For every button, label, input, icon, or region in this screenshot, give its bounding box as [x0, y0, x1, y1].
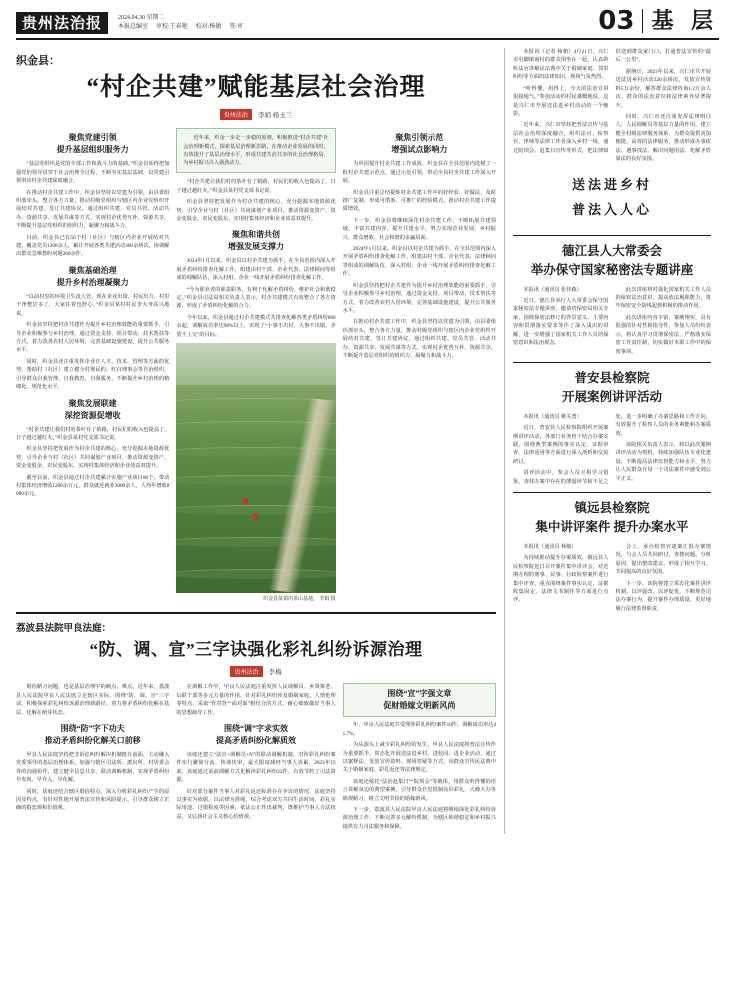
sidebar-divider	[513, 235, 711, 236]
credit-proofreader: 校对:杨敏	[195, 24, 222, 30]
article1-para: 织金县坚持把发展作为村企共建的核心，充分挖掘本地资源优势，引导企业与村（社区）共同谋划产业项目，推动资源变资产、资金变股金、农民变股东，实现村集体经济和企业效益双提升。	[16, 446, 170, 470]
sidebar-para: 此次讲座将对强化国家机关工作人员的保密法治意识，提高依法履职能力，筑牢保密安全防线起到积极的推动作用。	[615, 286, 711, 310]
article1-headline: “村企共建”赋能基层社会治理	[86, 74, 426, 101]
article2-byline	[16, 666, 496, 677]
masthead-credits	[118, 23, 243, 32]
sidebar-para: 此次讲座内容丰富、案例翔实，具有很强的针对性和指导性，参加人员纷纷表示，将认真学习贯彻保密法，严格落实保密工作责任制，切实做好本职工作中的保密事项。	[615, 314, 711, 355]
article1-sub-4: 聚焦和谐共创 增强发展支撑力	[228, 230, 284, 252]
masthead-left	[16, 12, 243, 35]
article2-divider	[16, 612, 496, 614]
sidebar-top-story	[513, 48, 711, 163]
article2-para: 同时，该庭还结合辖区婚俗特点，深入分析彩礼纠纷产生的原因及特点，有针对性地开展普法宣传和风险提示，引导群众树立正确的婚恋观和价值观。	[16, 788, 170, 812]
article1-lead-box	[176, 128, 335, 173]
article1-para: 织金县坚持把村企共建作为提升乡村治理效能的重要抓手，引导企业积极参与乡村治理，通过资金支持、项目带动、技术帮扶等方式，着力改善农村人居环境，完善基础设施建设，提升公共服务水平。	[342, 282, 496, 314]
article2-columns	[16, 683, 496, 834]
article1-para: 为巩固提升村企共建工作成效，织金县在全县范围内选树了一批村企共建示范点，通过示范引领，带动全县村企共建工作深入开展。	[342, 161, 496, 185]
page-body	[16, 48, 719, 834]
article1-para: “村企共建让我们村的茶叶有了销路，村民们的收入也提高了，日子越过越红火。”织金县某村党支部书记说。	[16, 426, 170, 441]
sidebar-para: 为持续推动提升办案质效，镇远县人民检察院近日召开案件集中讲评会，对近期办理的刑事、民事、行政检察案件进行集中评查，重点围绕案件事实认定、证据收集固定、法律文书制作等方面进行点评。	[513, 555, 609, 604]
article1-sub-3: 聚焦发展联建 深挖资源促增收	[64, 398, 121, 420]
sidebar-para: 本报讯（记者 杨朝）4月21日，兴仁市屯脚镇南村的群众围坐在一起，认真聆听法官讲解民法典中关于婚姻家庭、邻里纠纷等方面的法律知识，现场气氛热烈。	[513, 49, 609, 81]
article1-sub-5: 聚焦引领示范 增强试点影响力	[391, 133, 448, 155]
sidebar-para: 同时，兴仁市还注重发挥法律明白人、人民调解员等基层力量的作用，建立健全村级法律服务体系，为群众提供更加便捷、高效的法律服务，推动形成办事依法、遇事找法、解决问题用法、化解矛盾靠法的良好氛围。	[615, 113, 711, 163]
article1-para: 截至目前，织金县通过村企共建累计实施产业项目86个，带动村集体经济增收1200余万元，群众就近就业3000余人，人均年增收8000余元。	[16, 474, 170, 498]
article1-col-3	[343, 126, 496, 606]
sidebar-block-byline: 本报讯（通讯员 张佳森）	[523, 286, 582, 293]
masthead	[16, 8, 719, 40]
article1-photo	[176, 343, 335, 593]
sidebar-para: 会上，承办检察官逐案汇报办案情况，与会人员共同研讨，查摆问题、分析原因、提出整改建议，形成了相互学习、共同提高的良好氛围。	[615, 543, 711, 576]
article2-stat-note: 年，甲良人民法庭共受理涉彩礼纠纷案件10件，调解成功率达41.7%。	[342, 722, 496, 737]
masthead-meta	[118, 14, 243, 34]
article1-sub-2: 聚焦基础治理 提升乡村治理凝聚力	[56, 265, 129, 287]
article2-boxed-title: 围绕“宣”字强文章 促财婚嫁文明新风尚	[343, 683, 496, 717]
byline-names: 李娟 杨玉兰	[257, 112, 293, 120]
sidebar-block-byline: 本报讯（通讯员 姚关勇）	[523, 413, 582, 420]
article1-col-1	[16, 126, 169, 606]
sidebar-block-body	[513, 286, 711, 356]
sidebar-para: 下一步，该院将建立常态化案件讲评机制，以评促改、以评促优，不断规范司法办案行为，提升案件办理质量，更好地履行法律监督职责。	[615, 580, 711, 612]
article1-para: 织金县坚持把发展作为村企共建的核心，充分挖掘本地资源优势，引导企业与村（社区）共同谋划产业项目，推动资源变资产、资金变股金、农民变股东，实现村集体经济和企业效益双提升。	[176, 199, 336, 222]
article1-byline	[16, 109, 496, 120]
article1-para: “以前村里的环境卫生没人管，现在企业出资、村民出力，村里干净整洁多了，大家住着也舒心。”织金县某村村民李大爷高兴地说。	[16, 293, 170, 317]
credit-signoff: 签:审	[229, 24, 244, 30]
article1-col-2	[176, 126, 335, 606]
sidebar-block-zhenyuan	[513, 499, 711, 613]
article1-para: 2024年1月以来，织金县以村企共建为抓手，在全县范围内深入开展矛盾纠纷排查化解工作，组建由村干部、企业代表、法律顾问等组成的调解队伍，深入村组、企业一线开展矛盾纠纷排查化解工作。	[342, 246, 496, 278]
photo-terrace	[176, 569, 335, 579]
article1-photo-caption: 织金县某镇的茶山基地。 李娟 摄	[263, 597, 336, 603]
newspaper-logo: 贵州法治报	[16, 12, 108, 35]
article1-para: 织金县注重总结提炼村企共建工作中的好经验、好做法，及时推广复制，形成可借鉴、可推广的经验模式，推动村企共建工作提质增效。	[342, 189, 496, 213]
article2-para: 该庭还依托“法治赶集日”“院坝会”等载体，用群众听得懂的语言讲解身边的典型案例，引导群众自觉抵制高价彩礼、大操大办等陈规陋习，树立文明节俭的婚嫁新风。	[342, 778, 496, 802]
sidebar-block-title: 普安县检察院 开展案例讲评活动	[561, 370, 662, 405]
article2-para: 该庭还建立“法官+调解员+N”的联动调解机制，对涉彩礼纠纷案件实行繁简分流、快调快审，最大限度减轻当事人诉累。2023年以来，该庭通过诉前调解方式化解涉彩礼纠纷23件，有效节约了司法资源。	[176, 751, 336, 784]
sidebar-block-title: 德江县人大常委会 举办保守国家秘密法专题讲座	[530, 243, 694, 278]
article1-para: 2024年1月以来，织金县以村企共建为抓手，在全县范围内深入开展矛盾纠纷排查化解工作，组建由村干部、企业代表、法律顾问等组成的调解队伍，深入村组、企业一线开展矛盾纠纷排查化解工作。	[176, 258, 336, 282]
sidebar-banner	[513, 163, 711, 228]
article1-para: 目前，织金县已有56个村（社区）与辖区内企业开展结对共建，覆盖党员1200余人，累计开展各类共建活动300余场次，协调解决群众急难愁盼问题260余件。	[16, 234, 170, 258]
sidebar-divider	[513, 492, 711, 493]
byline-names: 李梅	[268, 669, 282, 677]
sidebar-para: 讲评活动中，参会人员互相学习借鉴，查找办案中存在的薄弱环节和不足之处，进一步明确了办案思路和工作方向，有效提升了检察人员的业务素能和办案质效。	[513, 413, 711, 485]
byline-tag: 贵州法治	[220, 109, 252, 120]
article1-para: “村企共建让我们村的茶叶有了销路，村民们的收入也提高了，日子越过越红火。”织金县某村党支部书记说。	[176, 179, 336, 194]
article1-para: 同时，织金县还注重发挥企业在人才、技术、管理等方面的优势，帮助村（社区）建立健全村规民约、红白理事会等自治组织，引导群众自我管理、自我教育、自我服务，不断提升乡村治理的精细化、规范化水平。	[16, 358, 170, 391]
article1-kicker: 织金县：	[16, 55, 60, 67]
article1-columns	[16, 126, 496, 606]
masthead-right	[598, 8, 719, 34]
sidebar-para: “听得懂、用得上，今天的法治宣讲很接地气。”参加活动的村民感慨地说。这是兴仁市开展送法进乡村活动的一个缩影。	[513, 85, 609, 117]
article2-sub-2: 围绕“调”字求实效 提高矛盾纠纷化解质效	[216, 723, 296, 745]
article1-para: 今年以来，织金县通过村企共建模式共排查化解各类矛盾纠纷860余起，调解成功率达98%以上，实现了“小事不出村、大事不出镇、矛盾不上交”的目标。	[176, 314, 336, 338]
photo-sky	[176, 343, 335, 385]
article2-para: 甲良人民法庭坚持把非诉讼纠纷解决机制挺在前面，主动融入党委领导的基层治理体系，加强与辖区司法所、派出所、村居委会等的沟通协作，建立健全信息共享、联动调解机制，实现矛盾纠纷早发现、早介入、早化解。	[16, 751, 170, 784]
photo-terrace	[176, 537, 335, 547]
article2-col-2	[176, 683, 335, 834]
article1-sub-1: 聚焦党建引领 提升基层组织服务力	[56, 133, 129, 155]
article2-para: 为从源头上减少彩礼纠纷的发生，甲良人民法庭将普法宣传作为重要抓手，常态化开展送法进乡村、进校园、进企业活动，通过以案释法、发放宣传资料、现场答疑等方式，向群众宣传民法典中关于婚姻家庭、彩礼返还等法律规定。	[342, 742, 496, 774]
photo-person	[243, 498, 248, 505]
article-village-enterprise	[16, 52, 496, 606]
article2-col-1	[16, 683, 169, 834]
article2-kicker: 荔波县法院甲良法庭：	[16, 624, 112, 635]
article1-para: “今为职业者的职责职务，有利于化解矛盾纠纷，维护社会和谐稳定。”织金县司法局相关负责人表示，村企共建模式有效整合了各方资源，形成了矛盾纠纷化解的合力。	[176, 286, 336, 310]
article1-lead: 近年来，织金一步走一步稳的原则，积极推进“村企共建”社会治理新模式，探索基层治理新思路，在推动企业发展的同时，有效提升了基层治理水平，形成共建共治共享的社会治理格局，为乡村振兴注入强劲动力。	[183, 135, 329, 166]
article2-para: 婚俗陋习问题，也是基层治理中的痛点、难点。近年来，荔波县人民法院甲良人民法庭立足辖区实际，围绕“防、调、宣”三字诀，积极探索彩礼纠纷诉源治理新路径，着力将矛盾纠纷化解在基层、化解在萌芽状态。	[16, 684, 170, 716]
article2-para: 针对部分案件当事人对彩礼返还标准存在争议的情况，法庭坚持以事实为依据、以法律为准绳，综合考虑双方共同生活时间、彩礼实际用途、过错程度等因素，依法公正作出裁判，既维护当事人合法权益，又弘扬社会主义核心价值观。	[176, 788, 336, 820]
section-title: 基 层	[642, 9, 719, 33]
sidebar-block-title: 镇远县检察院 集中讲评案件 提升办案水平	[535, 501, 689, 535]
credit-reviewer: 审校:王春艳	[156, 24, 188, 30]
article2-para: 下一步，荔波县人民法院甲良人民法庭将继续深化彩礼纠纷诉源治理工作，不断完善多元解纷机制，为辖区和谐稳定和乡村振兴提供有力司法服务和保障。	[342, 807, 496, 830]
sidebar-block-byline: 本报讯（通讯员 杨敏）	[523, 543, 577, 550]
masthead-date: 2024.04.30 星期二	[118, 15, 165, 21]
article2-col-3	[343, 683, 496, 834]
sidebar-para: 近日，普安县人民检察院组织开展案例讲评活动，各部门业务骨干结合办案实践，围绕典型案例的事实认定、证据审查、法律适用等方面进行深入剖析和交流研讨。	[513, 425, 609, 465]
article-caili-dispute	[16, 620, 496, 834]
credit-editor: 本报总编室	[118, 24, 149, 30]
article2-sub-1: 围绕“防”字下功夫 推动矛盾纠纷化解关口前移	[44, 723, 141, 745]
sidebar	[504, 48, 711, 834]
banner-line-2: 普法入人心	[571, 202, 652, 218]
banner-line-1: 送法进乡村	[571, 177, 652, 193]
article2-headline: “防、调、宣”三字诀强化彩礼纠纷诉源治理	[89, 640, 423, 660]
main-content	[16, 48, 496, 834]
sidebar-para: 据统计，2023年以来，兴仁市共开展送法进乡村活动320余场次，发放宣传资料5万余份，解答群众法律咨询1.2万余人次，群众的法治意识和法律素养显著提升。	[615, 68, 711, 109]
byline-tag: 贵州法治	[230, 666, 262, 677]
article1-para: 下一步，织金县将继续深化村企共建工作，不断拓展共建领域，丰富共建内容，提升共建水平，努力实现企业发展、乡村振兴、群众增收、社会和谐的多赢局面。	[342, 217, 496, 241]
sidebar-block-body	[513, 413, 711, 486]
sidebar-block-dejiang	[513, 242, 711, 356]
sidebar-block-body	[513, 543, 711, 613]
article2-para: 在调解工作中，甲良人民法庭注重发挥人民调解员、乡贤寨老、妇联干部等多元力量的作用，针对彩礼纠纷涉及婚姻家庭、人情伦理等特点，采取“背对背”“面对面”相结合的方式，耐心细致做好当事人的思想疏导工作。	[176, 684, 336, 716]
sidebar-para: 近日，德江县举行人大常委会保守国家秘密法专题讲座，邀请省保密局相关专家，围绕保密法修订的背景意义、主要内容和贯彻落实要求等作了深入浅出的讲解，进一步增强了国家机关工作人员的保密意识和法治观念。	[513, 298, 609, 347]
sidebar-divider	[513, 362, 711, 363]
newspaper-page	[0, 8, 735, 997]
article1-para: 在推动村企共建工作中，织金县坚持以党建为引领，由县委组织部牵头，整合各方力量，推动村级党组织与辖区内企业党组织开展结对共建，签订共建协议，通过组织共建、党员共管、活动共办、资源共享、发展共谋等方式，实现村企优势互补、资源共享，不断提升基层党组织的组织力、凝聚力和战斗力。	[16, 189, 170, 230]
photo-person	[253, 513, 258, 520]
sidebar-block-puan	[513, 369, 711, 486]
article1-para: 在推动村企共建工作中，织金县坚持以党建为引领，由县委组织部牵头，整合各方力量，推动村级党组织与辖区内企业党组织开展结对共建，签订共建协议，通过组织共建、党员共管、活动共办、资源共享、发展共谋等方式，实现村企优势互补、资源共享，不断提升基层党组织的组织力、凝聚力和战斗力。	[342, 319, 496, 360]
article1-para: “基层党组织是党的全部工作和战斗力的基础。”织金县始终把加强党的领导贯穿于社会治理全过程，不断夯实基层基础，以党建引领带动村企共建深度融合。	[16, 161, 170, 185]
sidebar-para: 近年来，兴仁市坚持把普法宣传与基层社会治理深度融合，组织法官、检察官、律师等法律工作者深入乡村一线，通过院坝会、赶集日宣传等形式，把法律知识送到群众家门口，打通普法宣传的“最后一公里”。	[513, 49, 711, 154]
sidebar-para: 该院相关负责人表示，将以此次案例讲评活动为契机，持续加强队伍专业化建设，不断提高法律监督能力和水平，努力让人民群众在每一个司法案件中感受到公平正义。	[615, 442, 711, 482]
page-number: 03	[598, 6, 635, 36]
article1-para: 织金县坚持把村企共建作为提升乡村治理效能的重要抓手，引导企业积极参与乡村治理，通过资金支持、项目带动、技术帮扶等方式，着力改善农村人居环境，完善基础设施建设，提升公共服务水平。	[16, 322, 170, 354]
